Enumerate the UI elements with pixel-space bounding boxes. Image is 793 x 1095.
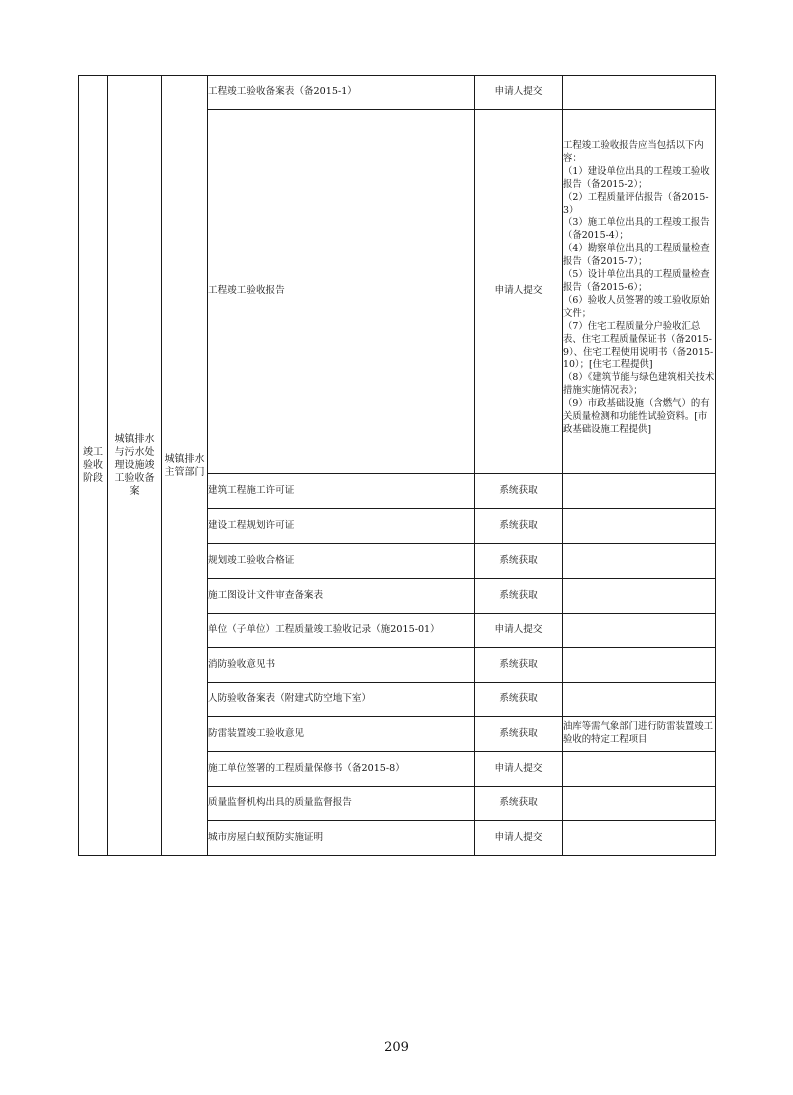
- note-cell: [563, 474, 716, 509]
- note-cell: [563, 752, 716, 787]
- note-cell: [563, 76, 716, 110]
- stage-label: 竣工 验收 阶段: [83, 447, 103, 484]
- source-cell: 申请人提交: [475, 110, 563, 474]
- source-cell: 申请人提交: [475, 76, 563, 110]
- source-cell: 申请人提交: [475, 752, 563, 787]
- material-cell: 施工单位签署的工程质量保修书（备2015-8）: [208, 752, 475, 787]
- source-cell: 系统获取: [475, 648, 563, 683]
- material-cell: 单位（子单位）工程质量竣工验收记录（施2015-01）: [208, 614, 475, 648]
- material-cell: 防雷装置竣工验收意见: [208, 717, 475, 752]
- material-cell: 消防验收意见书: [208, 648, 475, 683]
- note-cell: [563, 509, 716, 544]
- note-cell: [563, 614, 716, 648]
- material-cell: 人防验收备案表（附建式防空地下室）: [208, 683, 475, 717]
- material-cell: 建筑工程施工许可证: [208, 474, 475, 509]
- materials-table: [78, 75, 716, 856]
- stage-cell: [79, 76, 108, 856]
- note-cell: [563, 544, 716, 579]
- note-cell: [563, 683, 716, 717]
- note-cell: [563, 579, 716, 614]
- material-cell: 城市房屋白蚁预防实施证明: [208, 821, 475, 856]
- source-cell: 系统获取: [475, 509, 563, 544]
- note-cell: [563, 787, 716, 821]
- source-cell: 申请人提交: [475, 614, 563, 648]
- material-cell: 建设工程规划许可证: [208, 509, 475, 544]
- source-cell: 系统获取: [475, 717, 563, 752]
- dept-cell: [162, 76, 208, 856]
- table-row: [79, 76, 716, 110]
- note-cell: [563, 821, 716, 856]
- source-cell: 系统获取: [475, 579, 563, 614]
- item-cell: [108, 76, 162, 856]
- note-cell: 油库等需气象部门进行防雷装置竣工验收的特定工程项目: [563, 717, 716, 752]
- material-cell: 质量监督机构出具的质量监督报告: [208, 787, 475, 821]
- dept-label: 城镇排水 主管部门: [164, 453, 205, 478]
- page-number: 209: [384, 1040, 409, 1055]
- source-cell: 系统获取: [475, 544, 563, 579]
- material-cell: 规划竣工验收合格证: [208, 544, 475, 579]
- source-cell: 系统获取: [475, 683, 563, 717]
- source-cell: 系统获取: [475, 787, 563, 821]
- material-cell: 施工图设计文件审查备案表: [208, 579, 475, 614]
- source-cell: 申请人提交: [475, 821, 563, 856]
- note-cell: [563, 648, 716, 683]
- material-cell: 工程竣工验收备案表（备2015-1）: [208, 76, 475, 110]
- source-cell: 系统获取: [475, 474, 563, 509]
- note-cell: 工程竣工验收报告应当包括以下内容： （1）建设单位出具的工程竣工验收报告（备2015-2）； （2）工程质量评估报告（备2015-3） （3）施工单位出具的工程竣工报告（备2015-4）； （4）勘察单位出具的工程质量检查报告（备2015-7）； （5）设计单位出具的工程质量检查报告（备2015-6）； （6）验收人员签署的竣工验收原始文件； （7）住宅工程质量分户验收汇总表、住宅工程质量保证书（备2015-9）、住宅工程使用说明书（备2015-10）；[住宅工程提供] （8）《建筑节能与绿色建筑相关技术措施实施情况表》； （9）市政基础设施（含燃气）的有关质量检测和功能性试验资料。[市政基础设施工程提供]: [563, 110, 716, 474]
- item-label: 城镇排水 与污水处 理设施竣 工验收备 案: [114, 434, 155, 497]
- material-cell: 工程竣工验收报告: [208, 110, 475, 474]
